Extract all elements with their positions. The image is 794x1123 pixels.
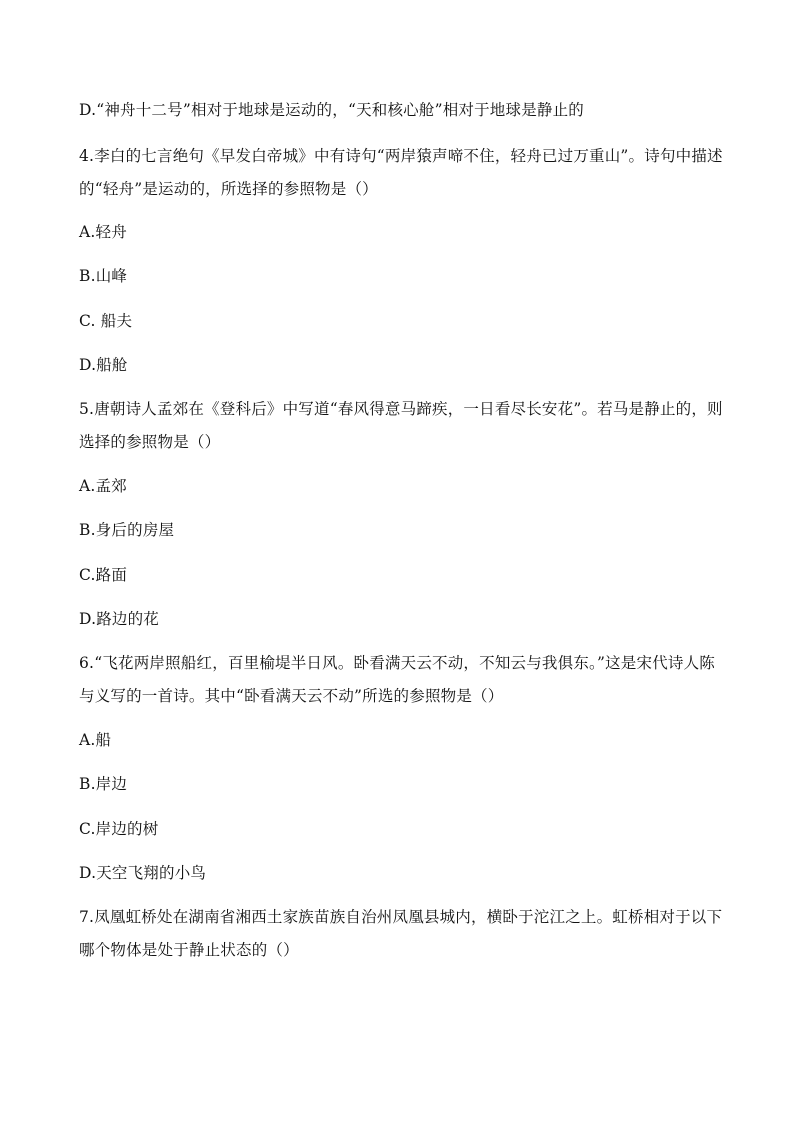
q5-option-d: D.路边的花 xyxy=(79,610,160,628)
q4-option-b: B.山峰 xyxy=(79,267,128,285)
q7-stem-line2: 哪个物体是处于静止状态的（） xyxy=(79,941,299,959)
q5-option-b: B.身后的房屋 xyxy=(79,521,175,539)
q4-option-c: C. 船夫 xyxy=(79,312,133,330)
q7-stem-line1: 7.凤凰虹桥处在湖南省湘西土家族苗族自治州凤凰县城内，横卧于沱江之上。虹桥相对于以下 xyxy=(79,908,723,926)
q3-option-d: D.“神舟十二号”相对于地球是运动的，“天和核心舱”相对于地球是静止的 xyxy=(79,101,585,119)
q6-option-b: B.岸边 xyxy=(79,775,128,793)
q6-stem-line1: 6.“飞花两岸照船红，百里榆堤半日风。卧看满天云不动，不知云与我俱东。”这是宋代诗人陈 xyxy=(79,654,715,672)
q5-stem-line2: 选择的参照物是（） xyxy=(79,433,221,451)
q4-stem-line2: 的“轻舟”是运动的，所选择的参照物是（） xyxy=(79,180,378,198)
q5-option-c: C.路面 xyxy=(79,566,128,584)
q4-stem-line1: 4.李白的七言绝句《早发白帝城》中有诗句“两岸猿声啼不住，轻舟已过万重山”。诗句中描述 xyxy=(79,147,723,165)
q6-option-d: D.天空飞翔的小鸟 xyxy=(79,864,207,882)
q5-stem-line1: 5.唐朝诗人孟郊在《登科后》中写道“春风得意马蹄疾，一日看尽长安花”。若马是静止的，则 xyxy=(79,400,723,418)
q6-option-a: A.船 xyxy=(79,731,112,749)
q4-option-a: A.轻舟 xyxy=(79,223,127,241)
q4-option-d: D.船舱 xyxy=(79,356,128,374)
q6-stem-line2: 与义写的一首诗。其中“卧看满天云不动”所选的参照物是（） xyxy=(79,687,504,705)
q6-option-c: C.岸边的树 xyxy=(79,820,159,838)
q5-option-a: A.孟郊 xyxy=(79,477,127,495)
